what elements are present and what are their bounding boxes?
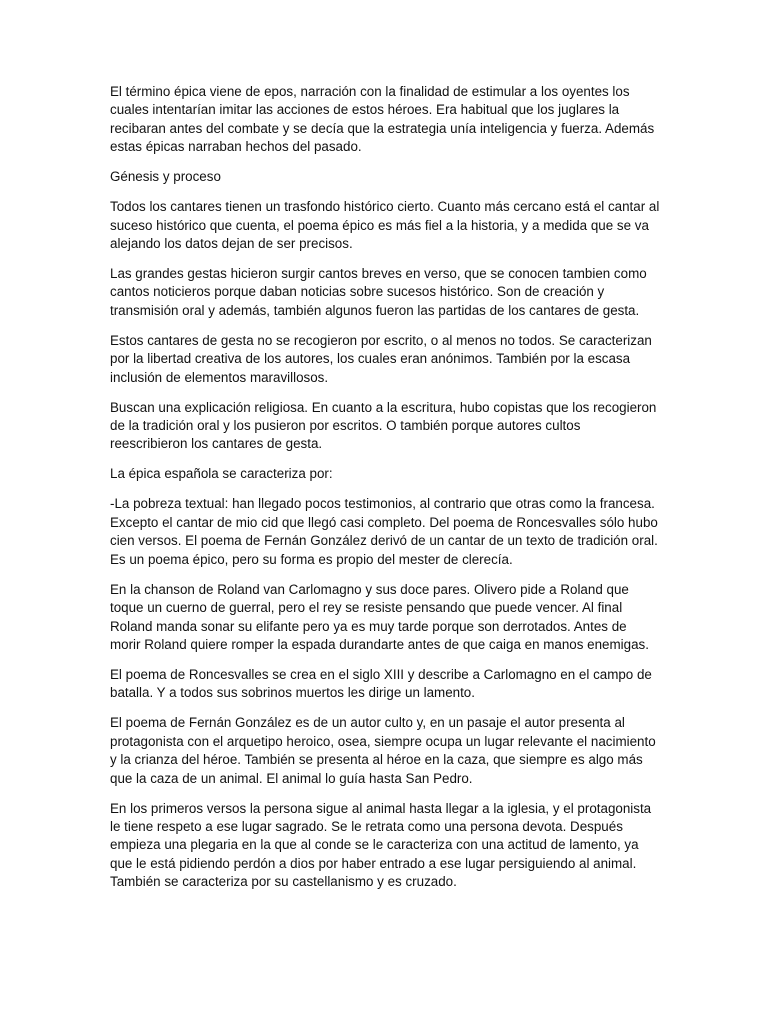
section-heading-genesis: Génesis y proceso [110, 169, 221, 185]
section-heading-epica-espanola: La épica española se caracteriza por: [110, 466, 333, 482]
paragraph-fernan-gonzalez: El poema de Fernán González es de un autor culto y, en un pasaje el autor presenta al protagonista con el arquetipo heroico, osea, siempre ocupa un lugar relevante el nacimiento y la crianza del héroe. También se presenta al héroe en la caza, que siempre es algo más que la caza de un animal. El animal lo guía hasta San Pedro. [110, 715, 656, 786]
paragraph-pobreza-textual: -La pobreza textual: han llegado pocos testimonios, al contrario que otras como la francesa. Excepto el cantar de mio cid que llegó casi completo. Del poema de Roncesvalles sólo hubo cien versos. El poema de Fernán González derivó de un cantar de un texto de tradición oral. Es un poema épico, pero su forma es propio del mester de clerecía. [110, 496, 658, 567]
paragraph-intro: El término épica viene de epos, narración con la finalidad de estimular a los oyentes los cuales intentarían imitar las acciones de estos héroes. Era habitual que los juglares la recibaran antes del combate y se decía que la estrategia unía inteligencia y fuerza. Además estas épicas narraban hechos del pasado. [110, 84, 655, 155]
document-page [110, 83, 660, 903]
paragraph-chanson-roland: En la chanson de Roland van Carlomagno y sus doce pares. Olivero pide a Roland que toque un cuerno de guerral, pero el rey se resiste pensando que puede vencer. Al final Roland manda sonar su elifante pero ya es muy tarde porque son derrotados. Antes de morir Roland quiere romper la espada durandarte antes de que caiga en manos enemigas. [110, 581, 649, 652]
paragraph-explicacion-religiosa: Buscan una explicación religiosa. En cuanto a la escritura, hubo copistas que los recogieron de la tradición oral y los pusieron por escritos. O también porque autores cultos reescribieron los cantares de gesta. [110, 399, 657, 452]
paragraph-cantos-noticieros: Las grandes gestas hicieron surgir cantos breves en verso, que se conocen tambien como cantos noticieros porque daban noticias sobre sucesos histórico. Son de creación y transmisión oral y además, también algunos fueron las partidas de los cantares de gesta. [110, 266, 647, 318]
paragraph-primeros-versos: En los primeros versos la persona sigue al animal hasta llegar a la iglesia, y el protagonista le tiene respeto a ese lugar sagrado. Se le retrata como una persona devota. Después empieza una plegaria en la que al conde se le caracteriza con una actitud de lamento, ya que le está pidiendo perdón a dios por haber entrado a ese lugar persiguiendo al animal. También se caracteriza por su castellanismo y es cruzado. [110, 800, 652, 890]
paragraph-cantares-gesta: Estos cantares de gesta no se recogieron por escrito, o al menos no todos. Se caracterizan por la libertad creativa de los autores, los cuales eran anónimos. También por la escasa inclusión de elementos maravillosos. [110, 332, 652, 385]
paragraph-trasfondo: Todos los cantares tienen un trasfondo histórico cierto. Cuanto más cercano está el cantar al suceso histórico que cuenta, el poema épico es más fiel a la historia, y a medida que se va alejando los datos dejan de ser precisos. [110, 199, 660, 252]
paragraph-roncesvalles: El poema de Roncesvalles se crea en el siglo XIII y describe a Carlomagno en el campo de batalla. Y a todos sus sobrinos muertos les dirige un lamento. [110, 666, 652, 701]
